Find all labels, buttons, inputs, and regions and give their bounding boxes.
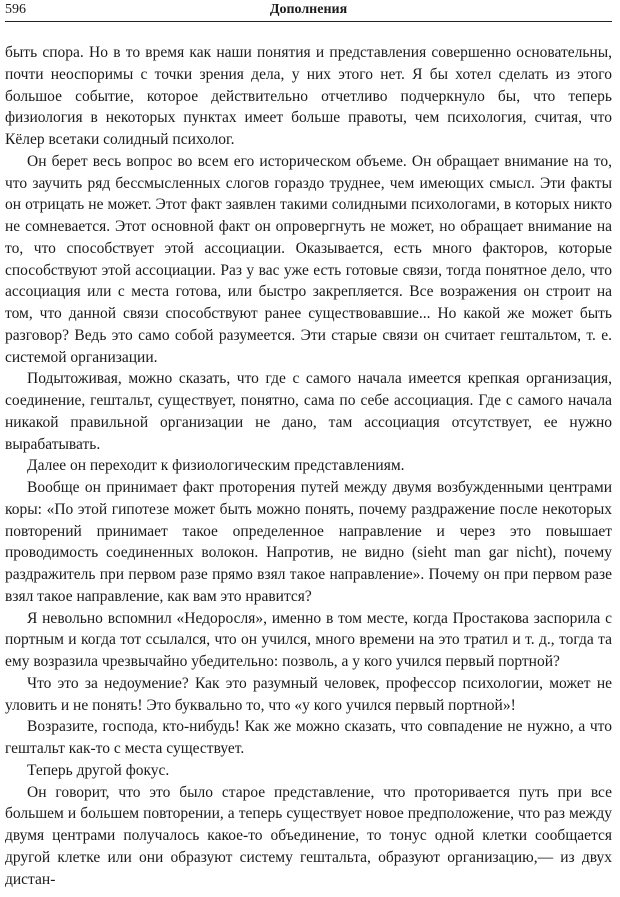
paragraph-10: Он говорит, что это было старое представление, что проторивается путь при все большем и большем повторении, а теперь существует новое предположение, что раз между двумя центрами получалось какое-то объединение, то тонус одной клетки сообщается другой клетке или они образуют систему гештальта, образуют организацию,— из двух дистан- bbox=[5, 783, 612, 888]
paragraph-1: быть спора. Но в то время как наши понятия и представления совершенно основательны, почти неоспоримы с точки зрения дела, у них этого нет. Я бы хотел сделать из этого большое событие, которое действительно отчетливо подчеркнуло бы, что теперь физиология в некоторых пунктах имеет больше правоты, чем психология, считая, что Кёлер всетаки солидный психолог. bbox=[5, 44, 612, 148]
page-header bbox=[5, 0, 612, 22]
paragraph-2: Он берет весь вопрос во всем его историческом объеме. Он обращает внимание на то, что заучить ряд бессмысленных слогов гораздо труднее, чем имеющих смысл. Эти факты он отрицать не может. Этот факт заявлен такими солидными психологами, в которых никто не сомневается. Этот основной факт он опровергнуть не может, но обращает внимание на то, что способствует этой ассоциации. Оказывается, есть много факторов, которые способствуют этой ассоциации. Раз у вас уже есть готовые связи, тогда понятное дело, что ассоциация или с места готова, или быстро закрепляется. Все возражения он строит на том, что данной связи способствуют ранее существовавшие... Но какой же может быть разговор? Ведь это само собой разумеется. Эти старые связи он считает гештальтом, т. е. системой организации. bbox=[5, 152, 612, 366]
body-text bbox=[5, 42, 612, 890]
paragraph-7: Что это за недоумение? Как это разумный человек, профессор психологии, может не уловить и не понять! Это буквально то, что «у кого учился первый портной»! bbox=[5, 674, 612, 714]
paragraph-4: Далее он переходит к физиологическим представлениям. bbox=[27, 457, 405, 475]
running-title: Дополнения bbox=[269, 2, 348, 17]
paragraph-9: Теперь другой фокус. bbox=[27, 761, 170, 779]
paragraph-8: Возразите, господа, кто-нибудь! Как же можно сказать, что совпадение не нужно, а что гештальт как-то с места существует. bbox=[5, 718, 612, 757]
paragraph-5: Вообще он принимает факт проторения путей между двумя возбужденными центрами коры: «По этой гипотезе может быть можно понять, почему раздражение после некоторых повторений принимает такое определенное направление и через это повышает проводимость соединенных волокон. Напротив, не видно (sieht man gar nicht), почему раздражитель при первом разе прямо взял такое направление». Почему он при первом разе взял такое направление, как вам это нравится? bbox=[5, 479, 612, 605]
paragraph-6: Я невольно вспомнил «Недоросля», именно в том месте, когда Простакова заспорила с портным и когда тот ссылался, что он учился, много времени на это тратил и т. д., тогда та ему возразила чрезвычайно убедительно: позволь, а у кого учился первый портной? bbox=[5, 609, 612, 670]
paragraph-3: Подытоживая, можно сказать, что где с самого начала имеется крепкая организация, соединение, гештальт, существует, понятно, сама по себе ассоциация. Где с самого начала никакой правильной организации не дано, там ассоциация отсутствует, ее нужно вырабатывать. bbox=[5, 370, 612, 453]
page-number: 596 bbox=[5, 2, 26, 17]
